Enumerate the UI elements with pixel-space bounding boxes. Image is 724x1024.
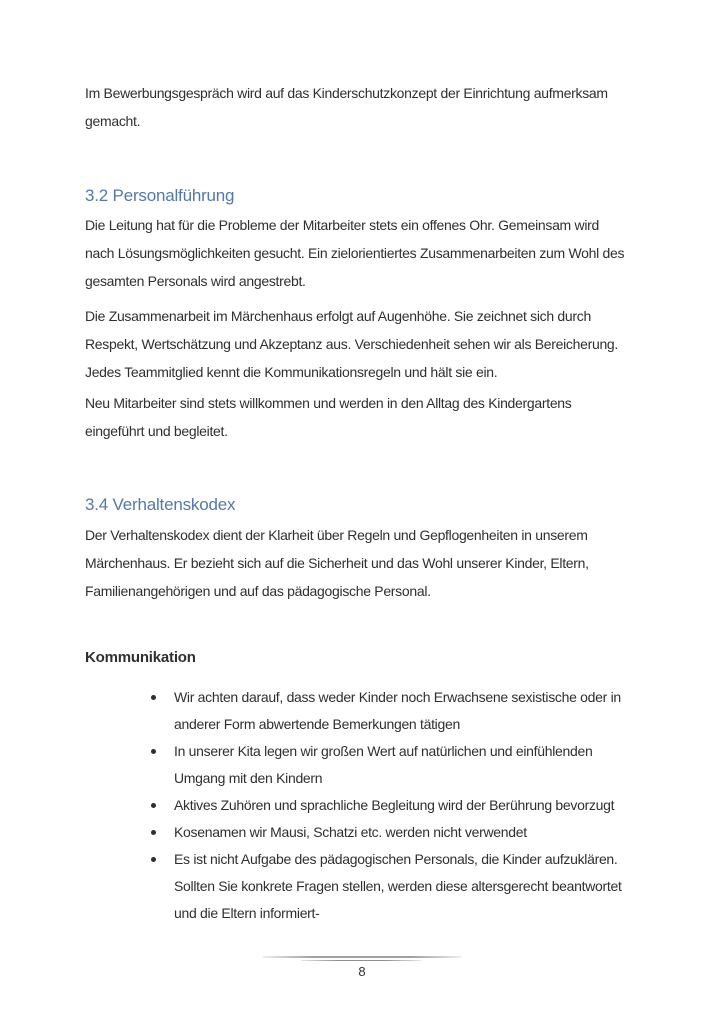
paragraph-zusammenarbeit: Die Zusammenarbeit im Märchenhaus erfolgt auf Augenhöhe. Sie zeichnet sich durch Respekt, Wertschätzung und Akzeptanz aus. Verschiedenheit sehen wir als Bereicherung. Jedes Teammitglied kennt die Kommunikationsregeln und hält sie ein. [85,308,619,380]
bullet-list [85,684,685,927]
page-number: 8 [358,964,366,979]
bullet-item [85,846,685,927]
footer-rule [263,956,461,958]
bullet-icon [151,830,156,835]
section-heading-personalfuehrung: 3.2 Personalführung [85,186,235,205]
paragraph-neue-mitarbeiter: Neu Mitarbeiter sind stets willkommen und werden in den Alltag des Kindergartens eingeführt und begleitet. [85,395,572,439]
bullet-icon [151,695,156,700]
paragraph-verhaltenskodex: Der Verhaltenskodex dient der Klarheit über Regeln und Gepflogenheiten in unserem Märchenhaus. Er bezieht sich auf die Sicherheit und das Wohl unserer Kinder, Eltern, Familienangehörigen und auf das pädagogische Personal. [85,527,589,599]
section-heading-verhaltenskodex: 3.4 Verhaltenskodex [85,495,236,514]
bullet-text: Kosenamen wir Mausi, Schatzi etc. werden nicht verwendet [174,824,527,840]
paragraph-leitung: Die Leitung hat für die Probleme der Mitarbeiter stets ein offenes Ohr. Gemeinsam wird nach Lösungsmöglichkeiten gesucht. Ein zielorientiertes Zusammenarbeiten zum Wohl des gesamten Personals wird angestrebt. [85,217,625,289]
subheading-kommunikation: Kommunikation [85,649,196,666]
bullet-icon [151,749,156,754]
footer-rule-shadow [301,960,421,961]
bullet-item [85,738,685,792]
bullet-item [85,684,685,738]
bullet-item [85,819,685,846]
bullet-text: Es ist nicht Aufgabe des pädagogischen Personals, die Kinder aufzuklären. Sollten Sie konkrete Fragen stellen, werden diese altersgerecht beantwortet und die Eltern informiert- [174,851,622,921]
bullet-text: Aktives Zuhören und sprachliche Begleitung wird der Berührung bevorzugt [174,797,615,813]
intro-paragraph: Im Bewerbungsgespräch wird auf das Kinderschutzkonzept der Einrichtung aufmerksam gemacht. [85,85,608,129]
bullet-text: In unserer Kita legen wir großen Wert auf natürlichen und einfühlenden Umgang mit den Kindern [174,743,593,786]
bullet-text: Wir achten darauf, dass weder Kinder noch Erwachsene sexistische oder in anderer Form abwertende Bemerkungen tätigen [174,689,621,732]
bullet-icon [151,857,156,862]
bullet-icon [151,803,156,808]
bullet-item [85,792,685,819]
